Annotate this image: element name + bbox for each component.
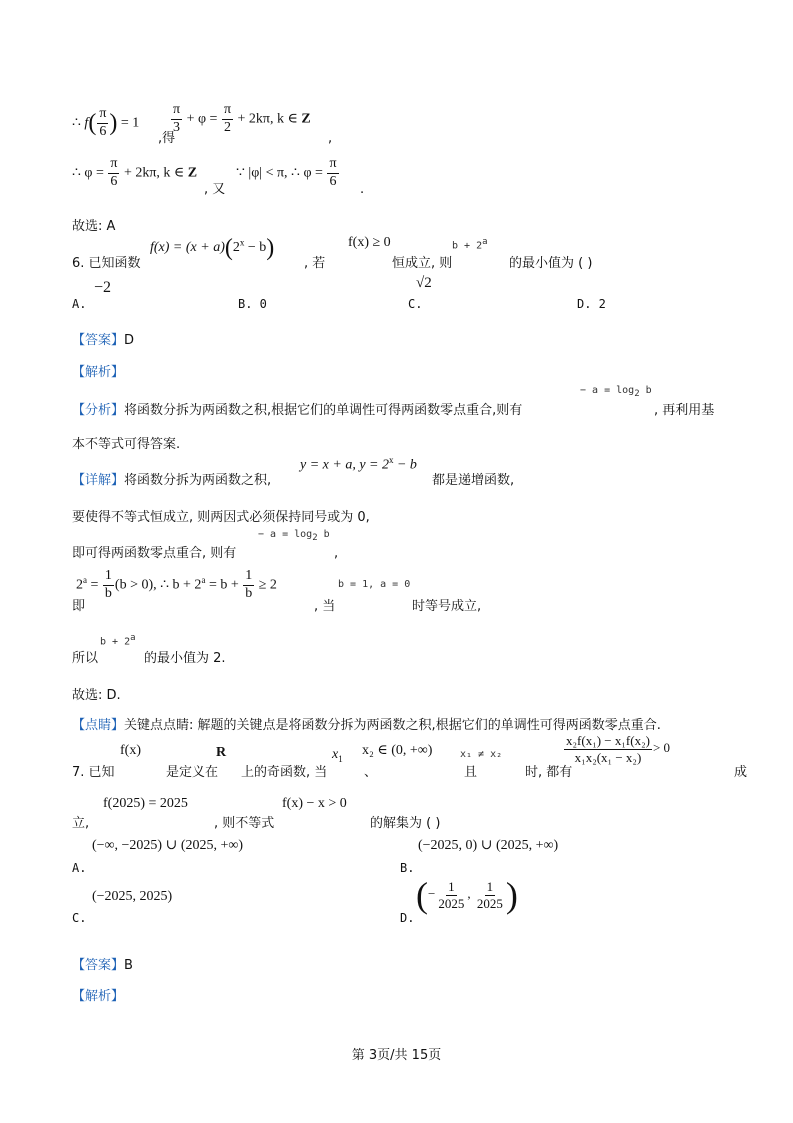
q7-f2025: f(2025) = 2025 [103,796,188,811]
q7-option-c-value: (−2025, 2025) [92,889,173,904]
text-you: , 又 [204,182,226,197]
q7-fx: f(x) [120,743,141,758]
q6-target-expr: $b + 2^a$ [452,237,488,252]
q7-condition-frac: $\frac{\text{x₂f(x₁) − x₁f(x₂)}}{\text{x₁x₂(x₁ − x₂)}}$ > 0 [566,733,671,765]
q7-option-b: B. [400,861,415,875]
q6-line-suoyi-tail: 的最小值为 2. [144,651,226,666]
q6-fenxi-eq: − $a = \log_2 b$ [580,385,652,399]
q7-neq: x₁ ≠ x₂ [460,749,503,760]
q7-R: R [216,745,227,760]
q7-ineq: f(x) − x > 0 [282,796,347,811]
q6-line-ji: 即 [72,599,86,614]
text-comma: , [328,131,333,146]
q6-answer-tag: 【答案】D [72,333,135,348]
q6-option-d: D. 2 [577,297,606,311]
q6-option-a: A. [72,297,87,311]
q7-stem-e: 时, 都有 [525,765,573,780]
q7-stem-cheng: 成 [734,765,748,780]
q6-xiangjie-eq: y = x + a, $y = 2^x - b$ [300,455,417,473]
q7-answer-tag: 【答案】B [72,958,133,973]
q6-ji-eq: $2^a$ = $\frac{1}{b}$ (b > 0), ∴ $b + 2^a = b$ + $\frac{1}{b}$ ≥ 2 [76,568,277,601]
q6-fenxi: 【分析】将函数分拆为两函数之积,根据它们的单调性可得两函数零点重合,则有 [72,403,523,418]
math-line-2-left: ∴ φ = $\frac{\pi}{6}$ + 2kπ, k ∈ Z [72,156,198,189]
math-line-1-left: ∴ f( $\frac{\pi}{6}$ ) = 1 [72,106,140,139]
q7-jiexi-tag: 【解析】 [72,989,125,1004]
q7-line2-b: 的解集为 ( ) [370,816,441,831]
q6-stem-number: 6. 已知函数 [72,256,141,271]
q6-stem-tail: 的最小值为 ( ) [509,256,593,271]
q7-stem-number: 7. 已知 [72,765,115,780]
q7-option-c: C. [72,911,87,925]
q7-stem-b: 上的奇函数, 当 [241,765,328,780]
q6-stem-ruo: , 若 [304,256,326,271]
q6-option-b: B. 0 [238,297,267,311]
q6-condition: f(x) ≥ 0 [348,235,391,250]
q6-jiexi-tag: 【解析】 [72,365,125,380]
q5-answer-line: 故选: A [72,219,116,234]
q7-option-b-value: (−2025, 0) ∪ (2025, +∞) [418,838,559,853]
q6-function-def: $f(x) = (x + a)(2^x - b)$ [150,235,275,261]
q6-line-yaoshi: 要使得不等式恒成立, 则两因式必须保持同号或为 0, [72,510,370,525]
q6-line-jike-comma: , [334,546,339,561]
q6-suoyi-eq: $b + 2^a$ [100,633,136,648]
q6-dianjing: 【点睛】关键点点睛: 解题的关键点是将函数分拆为两函数之积,根据它们的单调性可得两函数零点重合. [72,718,661,733]
q7-option-a: A. [72,861,87,875]
q7-option-a-value: (−∞, −2025) ∪ (2025, +∞) [92,838,244,853]
q6-xiangjie-tail: 都是递增函数, [432,473,515,488]
q6-line-dang: , 当 [314,599,336,614]
q7-stem-c: 、 [364,765,378,780]
q6-line-jike: 即可得两函数零点重合, 则有 [72,546,237,561]
q6-answer-line: 故选: D. [72,688,121,703]
q7-x1: $x_1$ [332,747,343,764]
text-period: . [360,182,365,197]
q6-fenxi-tail: , 再利用基 [654,403,715,418]
q6-jike-eq: − $a = \log_2 b$ [258,529,330,543]
q6-fenxi-line2: 本不等式可得答案. [72,437,181,452]
text-de: ,得 [158,131,176,146]
page-footer: 第 3页/共 15页 [351,1048,442,1063]
q7-line2-a: , 则不等式 [214,816,275,831]
q6-xiangjie: 【详解】将函数分拆为两函数之积, [72,473,272,488]
math-line-1-mid: $\frac{\pi}{3}$ + φ = $\frac{\pi}{2}$ + 2kπ, k ∈ Z [173,102,311,135]
q6-line-suoyi: 所以 [72,651,99,666]
q7-option-d-value: (− $\frac{1}{2025}$ , $\frac{1}{2025}$ ) [416,875,518,915]
q6-option-c: C. [408,297,423,311]
q7-option-d: D. [400,911,415,925]
q6-option-c-value: √2 [416,275,432,291]
q6-stem-heng: 恒成立, 则 [392,256,453,271]
q7-line2-li: 立, [72,816,90,831]
q7-stem-d: 且 [464,765,478,780]
q6-dang-eq: b = 1, a = 0 [338,579,411,590]
q6-line-deng: 时等号成立, [412,599,482,614]
q6-option-a-value: −2 [94,279,112,296]
q7-stem-a: 是定义在 [166,765,219,780]
q7-x2-in: x₂ ∈ (0, +∞) [362,743,433,758]
math-line-2-right: ∵ |φ| < π, ∴ φ = $\frac{\pi}{6}$ [236,156,337,189]
